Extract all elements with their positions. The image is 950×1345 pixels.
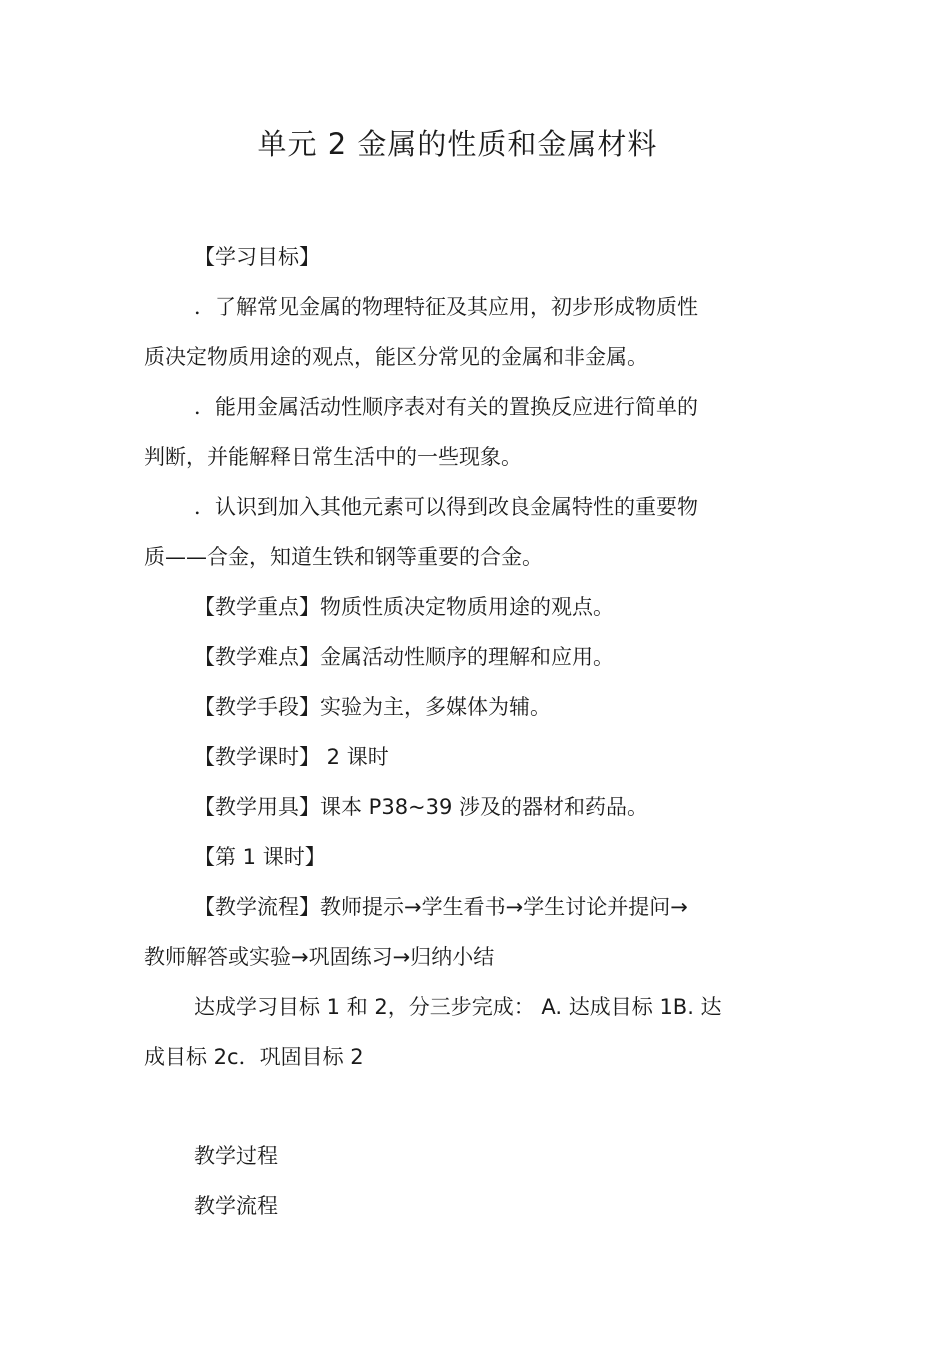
- objective-2-line-2: 判断，并能解释日常生活中的一些现象。: [144, 445, 522, 469]
- objective-3-line-2: 质——合金，知道生铁和钢等重要的合金。: [144, 545, 543, 569]
- objective-2-line-1: ．能用金属活动性顺序表对有关的置换反应进行简单的: [194, 395, 698, 419]
- teaching-tools: 【教学用具】课本 P38~39 涉及的器材和药品。: [194, 795, 649, 819]
- flow-line-2: 教师解答或实验→巩固练习→归纳小结: [144, 945, 495, 969]
- objective-1-line-2: 质决定物质用途的观点，能区分常见的金属和非金属。: [144, 345, 648, 369]
- steps-line-2: 成目标 2c．巩固目标 2: [144, 1045, 364, 1069]
- key-point: 【教学重点】物质性质决定物质用途的观点。: [194, 595, 614, 619]
- document-title: 单元 2 金属的性质和金属材料: [257, 127, 658, 161]
- objective-3-line-1: ．认识到加入其他元素可以得到改良金属特性的重要物: [194, 495, 698, 519]
- teaching-means: 【教学手段】实验为主，多媒体为辅。: [194, 695, 551, 719]
- lesson-heading: 【第 1 课时】: [194, 845, 326, 869]
- difficulty: 【教学难点】金属活动性顺序的理解和应用。: [194, 645, 614, 669]
- steps-line-1: 达成学习目标 1 和 2，分三步完成： A. 达成目标 1B. 达: [194, 995, 722, 1019]
- objective-1-line-1: ．了解常见金属的物理特征及其应用，初步形成物质性: [194, 295, 698, 319]
- process-heading: 教学过程: [194, 1144, 278, 1168]
- flow-line-1: 【教学流程】教师提示→学生看书→学生讨论并提问→: [194, 895, 688, 919]
- objectives-heading: 【学习目标】: [194, 245, 320, 269]
- flow-heading: 教学流程: [194, 1194, 278, 1218]
- teaching-hours: 【教学课时】 2 课时: [194, 745, 389, 769]
